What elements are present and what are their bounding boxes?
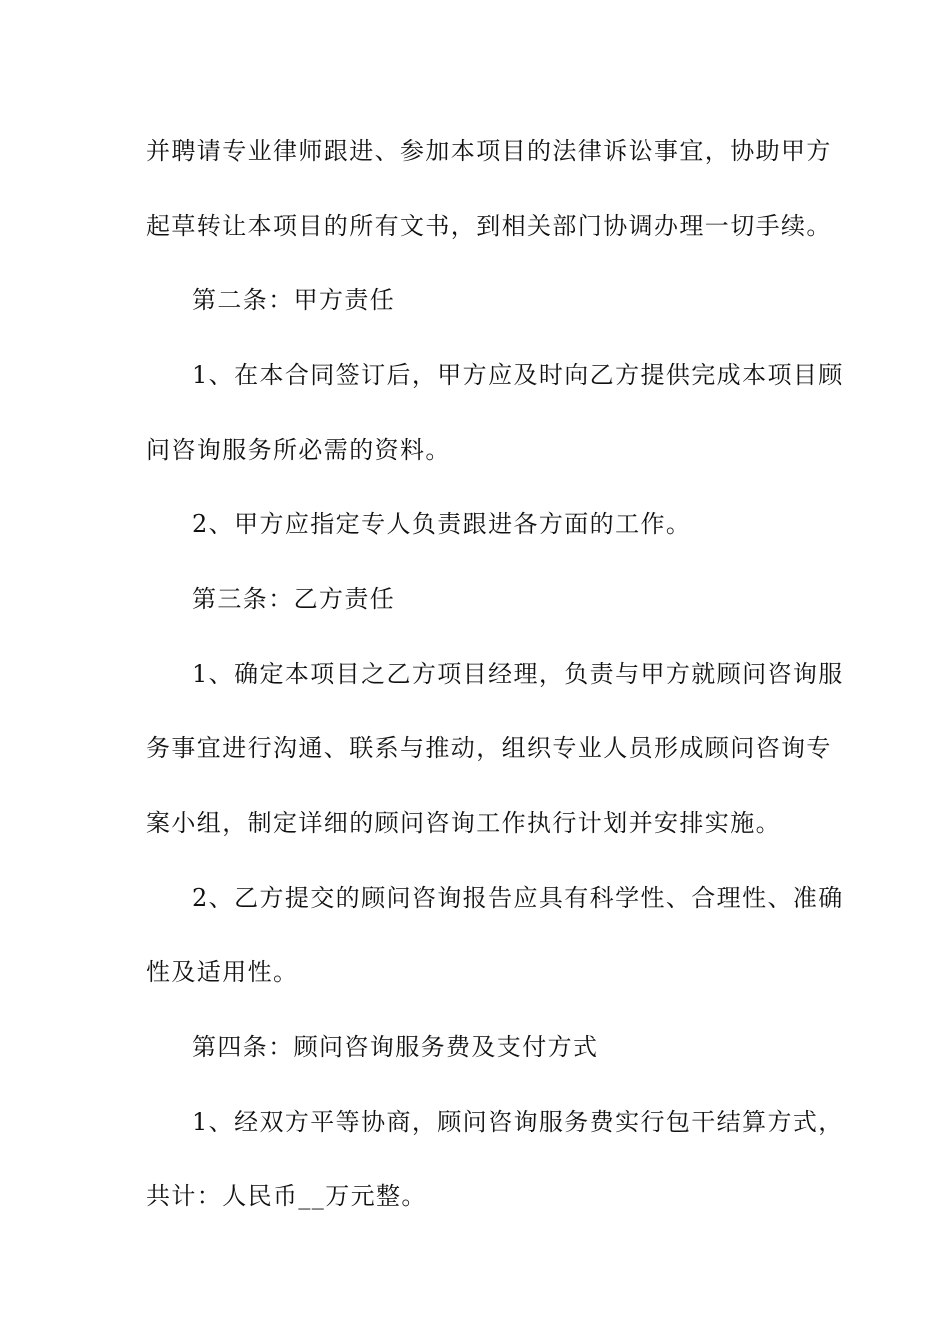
text-line: 问咨询服务所必需的资料。 bbox=[146, 436, 451, 464]
section-heading: 第四条：顾问咨询服务费及支付方式 bbox=[192, 1033, 599, 1061]
text-line: 共计：人民币__万元整。 bbox=[146, 1182, 427, 1210]
text-line: 务事宜进行沟通、联系与推动，组织专业人员形成顾问咨询专 bbox=[146, 734, 832, 762]
text-line: 性及适用性。 bbox=[146, 958, 299, 986]
section-heading: 第三条：乙方责任 bbox=[192, 585, 396, 613]
text-line: 2、乙方提交的顾问咨询报告应具有科学性、合理性、准确 bbox=[192, 884, 844, 912]
text-line: 并聘请专业律师跟进、参加本项目的法律诉讼事宜，协助甲方 bbox=[146, 137, 832, 165]
text-line: 1、经双方平等协商，顾问咨询服务费实行包干结算方式， bbox=[192, 1108, 844, 1136]
text-line: 案小组，制定详细的顾问咨询工作执行计划并安排实施。 bbox=[146, 809, 781, 837]
text-line: 1、确定本项目之乙方项目经理，负责与甲方就顾问咨询服 bbox=[192, 660, 844, 688]
text-line: 起草转让本项目的所有文书，到相关部门协调办理一切手续。 bbox=[146, 212, 832, 240]
text-line: 1、在本合同签订后，甲方应及时向乙方提供完成本项目顾 bbox=[192, 361, 844, 389]
text-line: 2、甲方应指定专人负责跟进各方面的工作。 bbox=[192, 510, 692, 538]
section-heading: 第二条：甲方责任 bbox=[192, 286, 396, 314]
